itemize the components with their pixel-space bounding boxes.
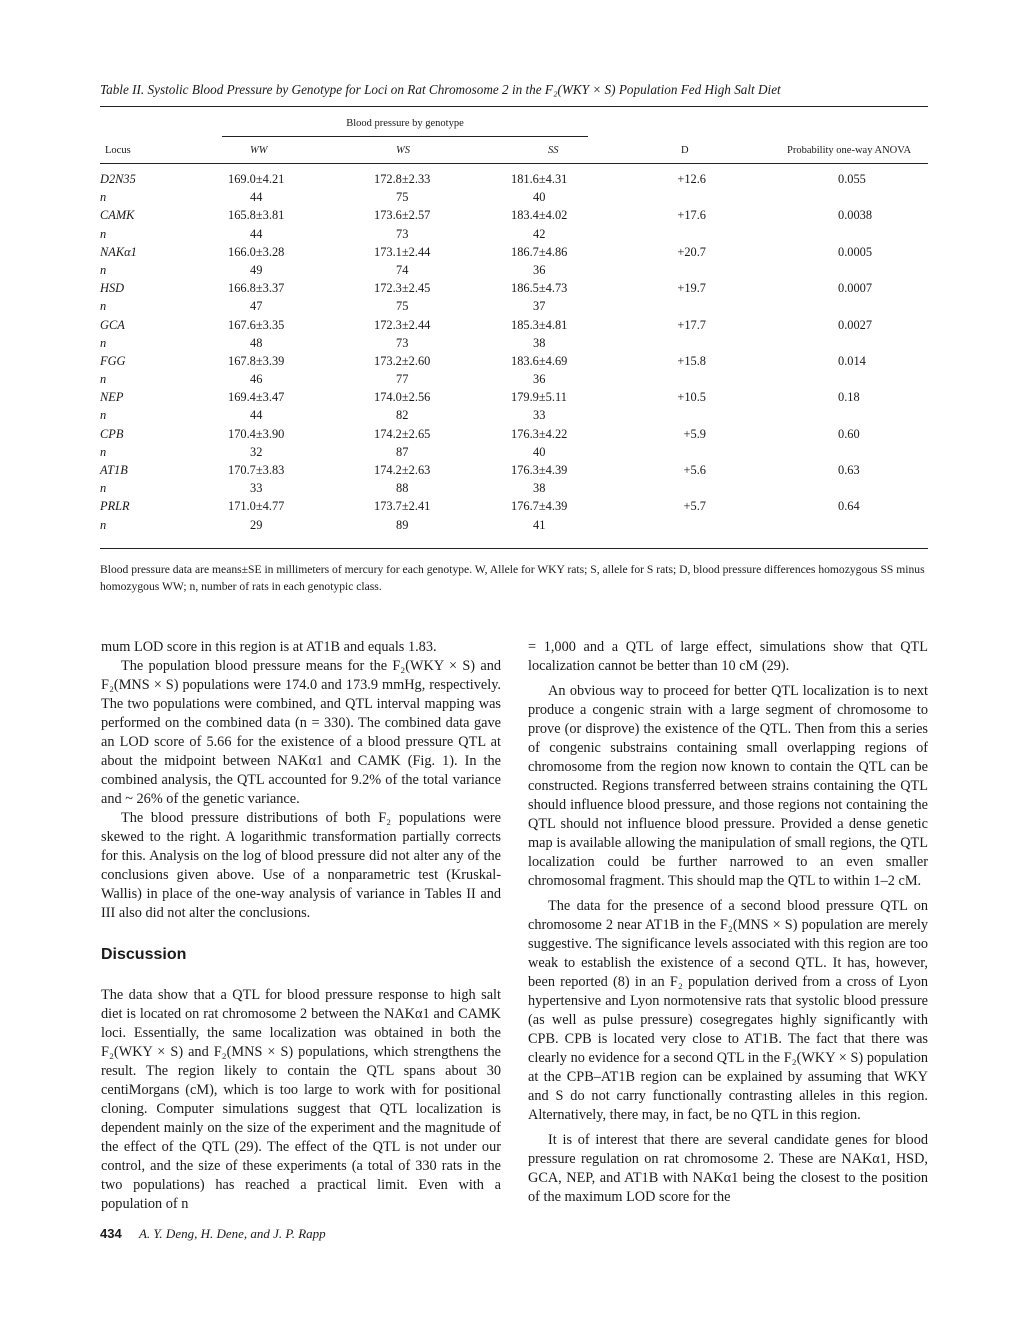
table-row	[0, 318, 1020, 336]
table-body	[0, 172, 1020, 536]
n-ww-cell: 46	[250, 372, 263, 387]
d-cell: +19.7	[677, 281, 706, 296]
ww-cell: 170.4±3.90	[228, 426, 285, 441]
ww-cell: 166.0±3.28	[228, 244, 285, 259]
table-bottom-rule	[100, 548, 928, 549]
n-label-cell: n	[100, 372, 107, 387]
table-row-count	[0, 445, 1020, 463]
table-row	[0, 281, 1020, 299]
d-cell: +5.9	[683, 426, 706, 441]
probability-cell: 0.64	[838, 499, 860, 514]
section-heading: Discussion	[101, 946, 187, 963]
table-row	[0, 427, 1020, 445]
paragraph: An obvious way to proceed for better QTL localization is to next produce a congenic strain with a large segment of chromosome to prove (or disprove) the existence of the QTL. Then from this a series of congenic substrains containing small overlapping regions of chromosome from the region now known to contain the QTL can be constructed. Regions transferred between strains containing the QTL should influence blood pressure, and those regions not containing the QTL should not influence blood pressure. Provided a dense genetic map is available allowing the manipulation of small regions, the QTL localization could be further narrowed to an even smaller chromosomal fragment. This should map the QTL to within 1–2 cM.	[528, 683, 928, 889]
header-probability: Probability one-way ANOVA	[787, 145, 912, 156]
probability-cell: 0.63	[838, 463, 860, 477]
locus-cell: PRLR	[100, 499, 130, 514]
n-ww-cell: 29	[250, 517, 263, 532]
n-ss-cell: 42	[533, 226, 546, 241]
n-ws-cell: 88	[396, 481, 409, 496]
n-label-cell: n	[100, 444, 107, 459]
table-row-count	[0, 190, 1020, 208]
ws-cell: 173.6±2.57	[374, 208, 431, 223]
group-header-rule	[222, 136, 588, 137]
ss-cell: 179.9±5.11	[511, 390, 567, 405]
n-ss-cell: 36	[533, 262, 546, 277]
n-ss-cell: 33	[533, 408, 546, 423]
n-label-cell: n	[100, 408, 107, 423]
right-column	[528, 638, 928, 1207]
table-row	[0, 208, 1020, 226]
n-ss-cell: 38	[533, 481, 546, 496]
table-row	[0, 172, 1020, 190]
n-ws-cell: 77	[396, 372, 409, 387]
table-row-count	[0, 408, 1020, 426]
ww-cell: 166.8±3.37	[228, 281, 285, 296]
n-ww-cell: 48	[250, 335, 263, 350]
n-ws-cell: 73	[396, 226, 409, 241]
n-label-cell: n	[100, 299, 107, 314]
probability-cell: 0.60	[838, 426, 860, 441]
probability-cell: 0.0038	[838, 208, 873, 223]
n-ws-cell: 75	[396, 299, 409, 314]
n-ww-cell: 44	[250, 408, 263, 423]
table-caption: Table II. Systolic Blood Pressure by Genotype for Loci on Rat Chromosome 2 in the F₂(WKY × S) Population Fed High Salt Diet	[100, 82, 781, 97]
n-ss-cell: 41	[533, 517, 546, 532]
paragraph: The population blood pressure means for the F₂(WKY × S) and F₂(MNS × S) populations were 174.0 and 173.9 mmHg, respectively. The two populations were combined, and QTL interval mapping was performed on the combined data (n = 330). The combined data gave an LOD score of 5.66 for the existence of a blood pressure QTL at about the midpoint between NAKα1 and CAMK (Fig. 1). In the combined analysis, the QTL accounted for 9.2% of the total variance and ~ 26% of the genetic variance.	[101, 658, 501, 807]
probability-cell: 0.055	[838, 172, 866, 186]
paragraph: mum LOD score in this region is at AT1B and equals 1.83.	[101, 639, 437, 655]
n-ww-cell: 44	[250, 226, 263, 241]
table-row	[0, 390, 1020, 408]
header-ss: SS	[548, 145, 559, 156]
locus-cell: CPB	[100, 426, 124, 441]
d-cell: +10.5	[677, 390, 706, 405]
ww-cell: 171.0±4.77	[228, 499, 285, 514]
ss-cell: 181.6±4.31	[511, 172, 568, 186]
paragraph: The blood pressure distributions of both F₂ populations were skewed to the right. A logarithmic transformation partially corrects for this. Analysis on the log of blood pressure did not alter any of the conclusions given above. Use of a nonparametric test (Kruskal-Wallis) in place of the one-way analysis of variance in Tables II and III also did not alter the conclusions.	[101, 810, 501, 921]
ws-cell: 173.1±2.44	[374, 244, 431, 259]
header-ws: WS	[396, 145, 410, 156]
n-ww-cell: 44	[250, 190, 263, 205]
locus-cell: D2N35	[100, 172, 136, 186]
n-ws-cell: 87	[396, 444, 409, 459]
n-label-cell: n	[100, 481, 107, 496]
table-row-count	[0, 518, 1020, 536]
d-cell: +20.7	[677, 244, 706, 259]
running-footer-authors: A. Y. Deng, H. Dene, and J. P. Rapp	[138, 1226, 326, 1241]
probability-cell: 0.0007	[838, 281, 873, 296]
table-row	[0, 499, 1020, 517]
table-row-count	[0, 336, 1020, 354]
ww-cell: 167.6±3.35	[228, 317, 285, 332]
ws-cell: 172.8±2.33	[374, 172, 431, 186]
paragraph: It is of interest that there are several candidate genes for blood pressure regulation on rat chromosome 2. These are NAKα1, HSD, GCA, NEP, and AT1B with NAKα1 being the closest to the position of the maximum LOD score for the	[528, 1132, 928, 1205]
n-label-cell: n	[100, 517, 107, 532]
probability-cell: 0.0027	[838, 317, 873, 332]
n-ws-cell: 82	[396, 408, 409, 423]
paragraph: = 1,000 and a QTL of large effect, simulations show that QTL localization cannot be better than 10 cM (29).	[528, 639, 928, 674]
n-ss-cell: 38	[533, 335, 546, 350]
probability-cell: 0.014	[838, 353, 866, 368]
locus-cell: NAKα1	[100, 244, 137, 259]
n-ww-cell: 32	[250, 444, 263, 459]
table-row	[0, 245, 1020, 263]
n-ss-cell: 40	[533, 444, 546, 459]
ww-cell: 170.7±3.83	[228, 463, 285, 477]
table-row	[0, 463, 1020, 481]
ws-cell: 174.2±2.65	[374, 426, 431, 441]
n-label-cell: n	[100, 262, 107, 277]
table-row-count	[0, 372, 1020, 390]
header-d: D	[681, 145, 689, 156]
n-ws-cell: 75	[396, 190, 409, 205]
n-ss-cell: 40	[533, 190, 546, 205]
ws-cell: 172.3±2.45	[374, 281, 431, 296]
locus-cell: GCA	[100, 317, 125, 332]
n-ww-cell: 47	[250, 299, 263, 314]
ss-cell: 176.7±4.39	[511, 499, 568, 514]
n-ws-cell: 89	[396, 517, 409, 532]
n-ss-cell: 37	[533, 299, 546, 314]
ws-cell: 173.2±2.60	[374, 353, 431, 368]
n-label-cell: n	[100, 190, 107, 205]
page-footer	[100, 1226, 326, 1242]
table-header-rule	[100, 163, 928, 164]
table-row	[0, 354, 1020, 372]
ws-cell: 173.7±2.41	[374, 499, 431, 514]
d-cell: +12.6	[677, 172, 706, 186]
ss-cell: 183.6±4.69	[511, 353, 568, 368]
n-label-cell: n	[100, 226, 107, 241]
table-row-count	[0, 299, 1020, 317]
n-ws-cell: 73	[396, 335, 409, 350]
ww-cell: 165.8±3.81	[228, 208, 285, 223]
paragraph: The data for the presence of a second blood pressure QTL on chromosome 2 near AT1B in the F₂(MNS × S) population are merely suggestive. The significance levels associated with this region are too weak to establish the existence of a second QTL. It has, however, been reported (8) in an F₂ population derived from a cross of Lyon hypertensive and Lyon normotensive rats that systolic blood pressure (as well as pulse pressure) cosegregates highly significantly with CPB. CPB is located very close to AT1B. The fact that there was clearly no evidence for a second QTL in the F₂(WKY × S) population at the CPB–AT1B region can be explained by assuming that WKY and S do not carry functionally contrasting alleles in this region. Alternatively, there may, in fact, be no QTL in this region.	[528, 898, 928, 1123]
ss-cell: 186.7±4.86	[511, 244, 568, 259]
locus-cell: HSD	[100, 281, 125, 296]
probability-cell: 0.18	[838, 390, 860, 405]
ws-cell: 174.2±2.63	[374, 463, 431, 477]
d-cell: +17.7	[677, 317, 706, 332]
probability-cell: 0.0005	[838, 244, 873, 259]
ww-cell: 169.0±4.21	[228, 172, 285, 186]
ss-cell: 186.5±4.73	[511, 281, 568, 296]
header-ww: WW	[250, 145, 268, 156]
n-ss-cell: 36	[533, 372, 546, 387]
n-ww-cell: 49	[250, 262, 263, 277]
ws-cell: 172.3±2.44	[374, 317, 431, 332]
n-label-cell: n	[100, 335, 107, 350]
header-locus: Locus	[105, 145, 131, 156]
locus-cell: CAMK	[100, 208, 135, 223]
locus-cell: NEP	[100, 390, 124, 405]
locus-cell: AT1B	[100, 463, 128, 477]
table-footnote: Blood pressure data are means±SE in millimeters of mercury for each genotype. W, Allele for WKY rats; S, allele for S rats; D, blood pressure differences homozygous SS minus homozygous WW; n, number of rats in each genotypic class.	[100, 563, 925, 593]
table-row-count	[0, 227, 1020, 245]
ww-cell: 169.4±3.47	[228, 390, 285, 405]
d-cell: +5.7	[683, 499, 706, 514]
ss-cell: 183.4±4.02	[511, 208, 568, 223]
table-row-count	[0, 481, 1020, 499]
d-cell: +17.6	[677, 208, 706, 223]
page-number: 434	[100, 1226, 122, 1241]
table-top-rule	[100, 106, 928, 107]
left-column	[101, 638, 501, 1214]
ws-cell: 174.0±2.56	[374, 390, 431, 405]
ww-cell: 167.8±3.39	[228, 353, 285, 368]
ss-cell: 176.3±4.22	[511, 426, 568, 441]
paragraph: The data show that a QTL for blood pressure response to high salt diet is located on rat chromosome 2 between the NAKα1 and CAMK loci. Essentially, the same localization was obtained in both the F₂(WKY × S) and F₂(MNS × S) populations, which strengthens the result. The region likely to contain the QTL spans about 30 centiMorgans (cM), which is too large to work with for positional cloning. Computer simulations suggest that QTL localization is dependent mainly on the size of the experiment and the magnitude of the effect of the QTL (29). The effect of the QTL is not under our control, and the size of these experiments (a total of 330 rats in the two populations) has reached a practical limit. Even with a population of n	[101, 987, 501, 1212]
group-header: Blood pressure by genotype	[346, 118, 464, 129]
table-row-count	[0, 263, 1020, 281]
d-cell: +5.6	[683, 463, 706, 477]
d-cell: +15.8	[677, 353, 706, 368]
locus-cell: FGG	[100, 353, 126, 368]
n-ws-cell: 74	[396, 262, 409, 277]
ss-cell: 185.3±4.81	[511, 317, 568, 332]
n-ww-cell: 33	[250, 481, 263, 496]
ss-cell: 176.3±4.39	[511, 463, 568, 477]
